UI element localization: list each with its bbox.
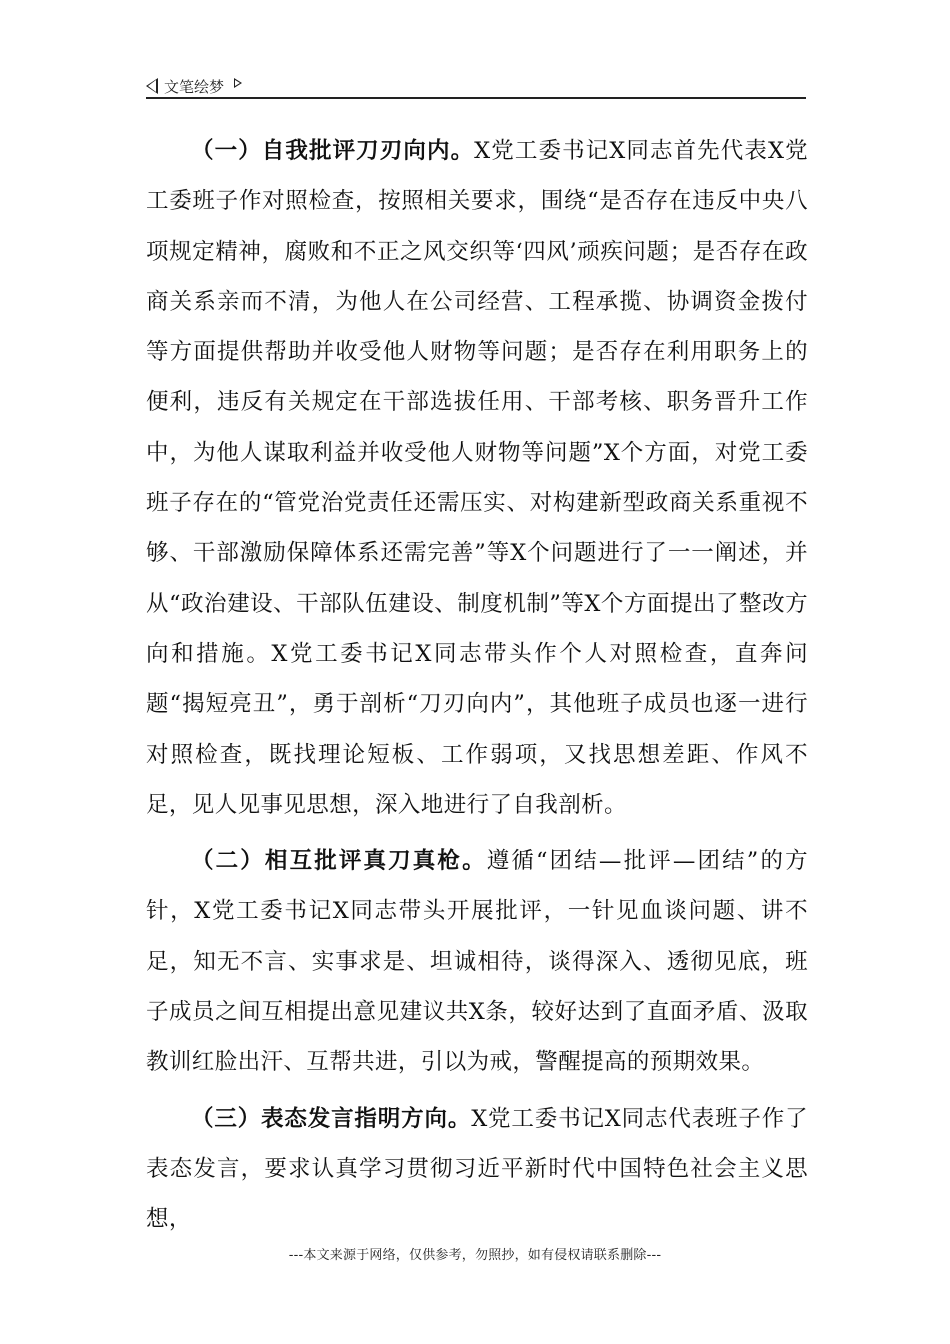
page-footer: ---本文来源于网络，仅供参考，勿照抄，如有侵权请联系删除--- [288, 1248, 662, 1263]
triangle-right-icon [234, 78, 242, 88]
paragraph-1-heading: （一）自我批评刀刃向内。 [191, 138, 475, 164]
header-divider [146, 97, 806, 99]
paragraph-3-text: X党工委书记X同志代表班子作了表态发言，要求认真学习贯彻习近平新时代中国特色社会主义思想， [146, 1105, 808, 1233]
paragraph-1 [146, 126, 808, 830]
paragraph-2 [146, 836, 808, 1087]
paragraph-2-text: 遵循“团结—批评—团结”的方针，X党工委书记X同志带头开展批评，一针见血谈问题、讲不足，知无不言、实事求是、坦诚相待，谈得深入、透彻见底，班子成员之间互相提出意见建议共X条，较好达到了直面矛盾、汲取教训红脸出汗、互帮共进，引以为戒，警醒提高的预期效果。 [146, 848, 808, 1076]
paragraph-3-heading: （三）表态发言指明方向。 [191, 1105, 472, 1132]
paragraph-1-text: X党工委书记X同志首先代表X党工委班子作对照检查，按照相关要求，围绕“是否存在违反中央八项规定精神，腐败和不正之风交织等‘四风’顽疾问题；是否存在政商关系亲而不清，为他人在公司经营、工程承揽、协调资金拨付等方面提供帮助并收受他人财物等问题；是否存在利用职务上的便利，违反有关规定在干部选拔任用、干部考核、职务晋升工作中，为他人谋取利益并收受他人财物等问题”X个方面，对党工委班子存在的“管党治党责任还需压实、对构建新型政商关系重视不够、干部激励保障体系还需完善”等X个问题进行了一一阐述，并从“政治建设、干部队伍建设、制度机制”等X个方面提出了整改方向和措施。X党工委书记X同志带头作个人对照检查，直奔问题“揭短亮丑”，勇于剖析“刀刃向内”，其他班子成员也逐一进行对照检查，既找理论短板、工作弱项，又找思想差距、作风不足，见人见事见思想，深入地进行了自我剖析。 [146, 138, 808, 818]
triangle-left-icon [146, 78, 158, 94]
page-header [146, 74, 806, 98]
paragraph-3 [146, 1094, 808, 1245]
paragraph-2-heading: （二）相互批评真刀真枪。 [191, 848, 487, 875]
header-title: 文笔绘梦 [164, 77, 225, 96]
document-body [146, 126, 808, 1245]
